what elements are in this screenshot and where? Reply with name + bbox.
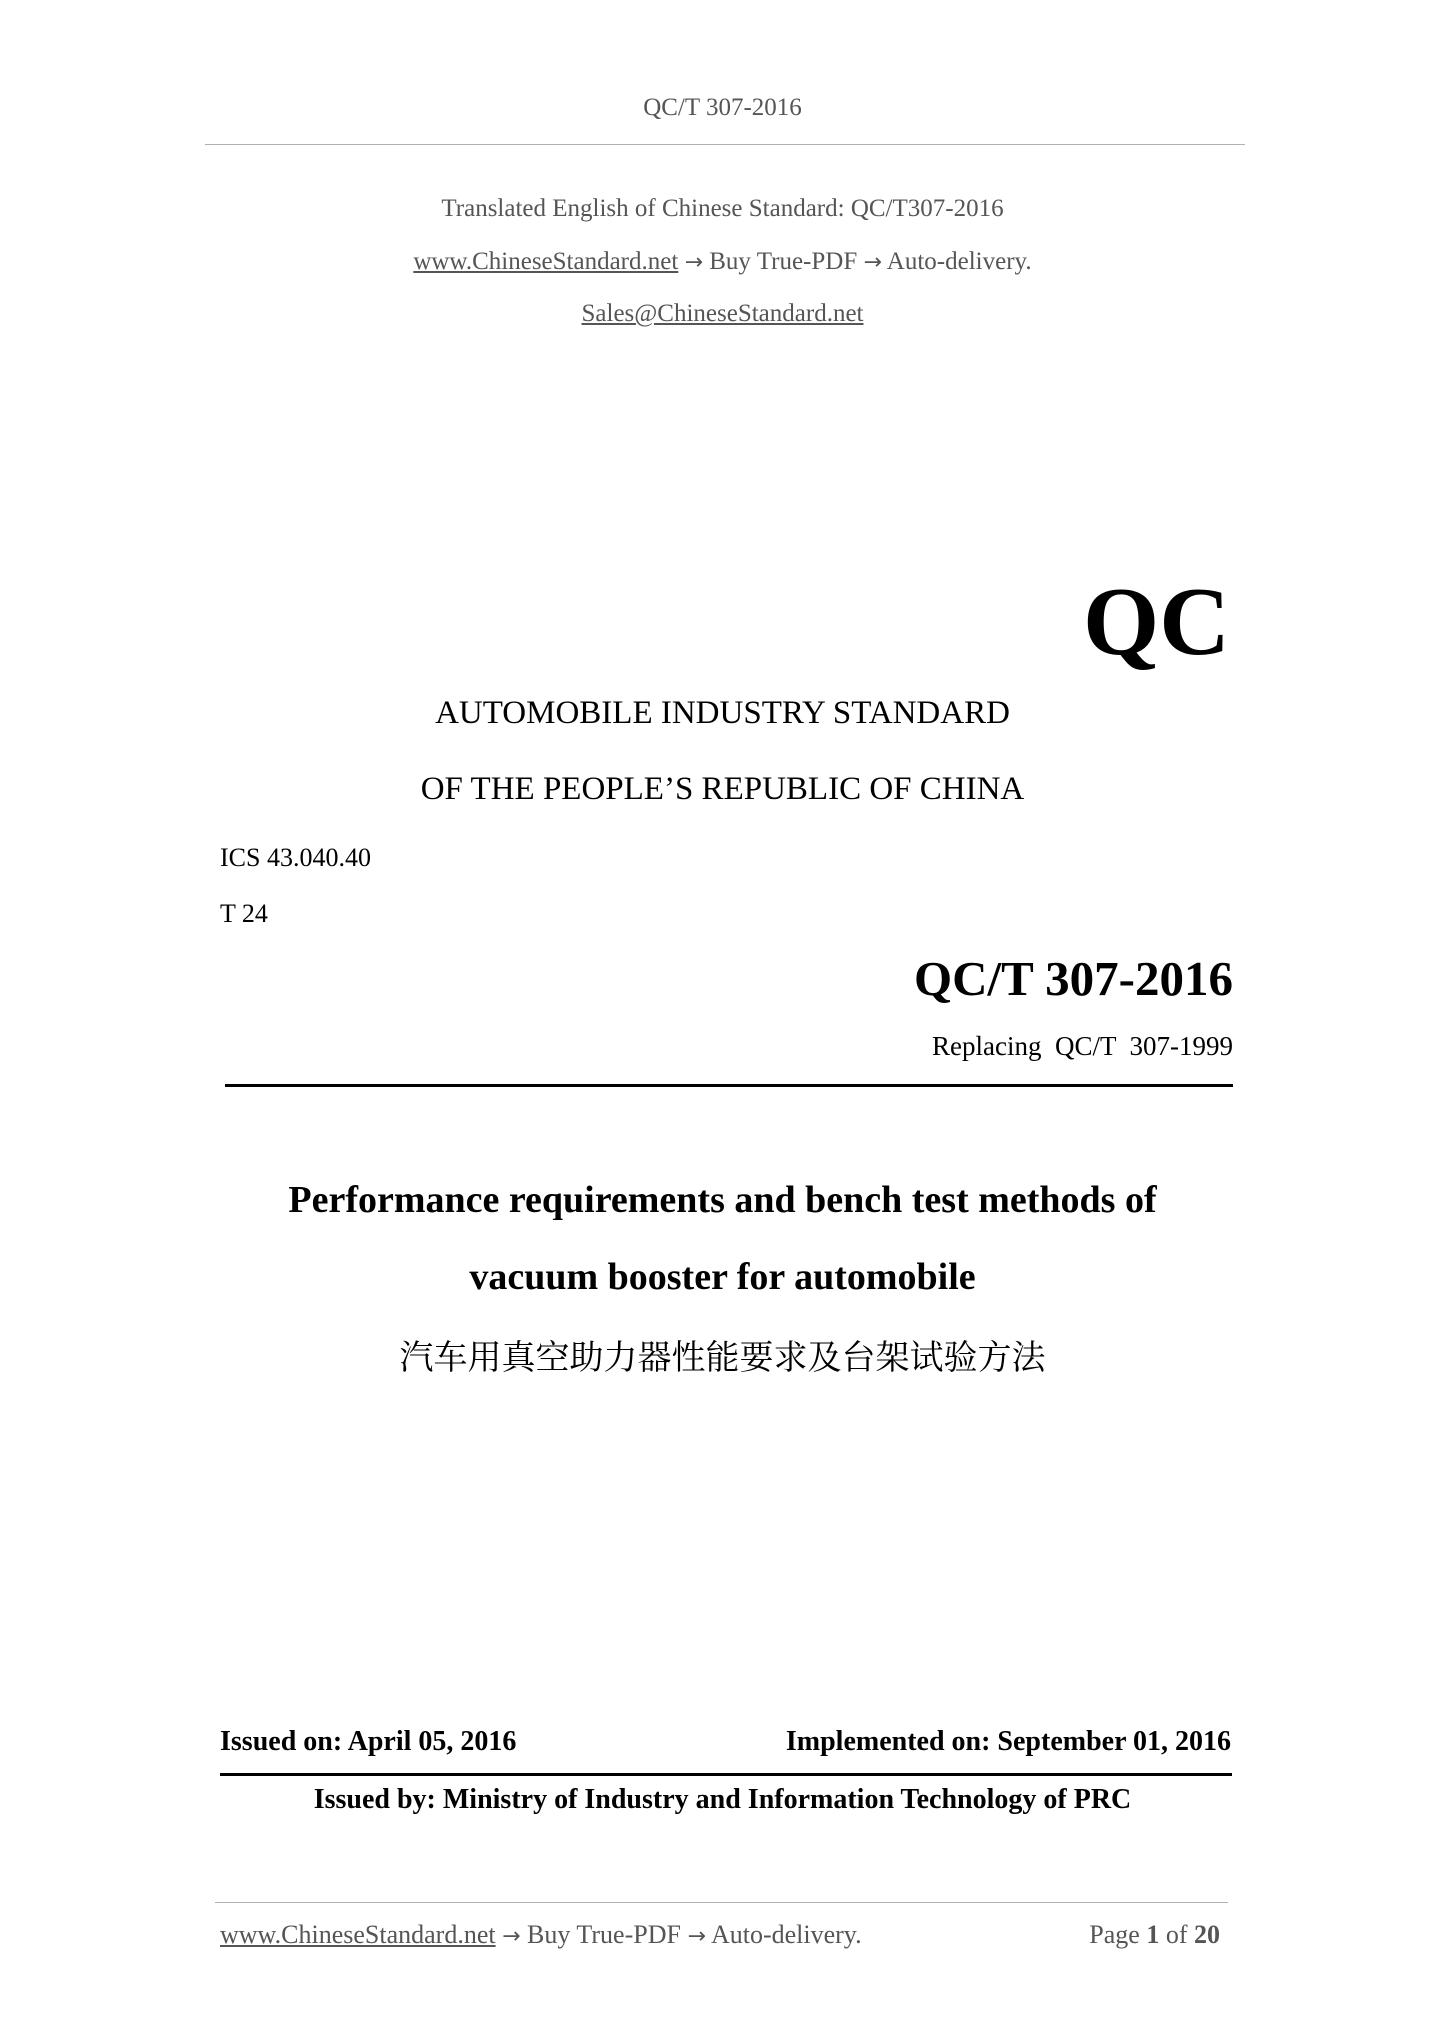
buy-text: Buy True-PDF [709, 248, 858, 275]
footer-website-link[interactable]: www.ChineseStandard.net [220, 1920, 496, 1949]
replacing-note: Replacing QC/T 307-1999 [932, 1031, 1233, 1061]
total-page-count: 20 [1194, 1920, 1220, 1949]
footer-delivery-text: Auto-delivery. [710, 1920, 862, 1949]
issuing-authority: Issued by: Ministry of Industry and Information Technology of PRC [313, 1784, 1132, 1815]
issue-divider [220, 1773, 1232, 1776]
promo-translation-line: Translated English of Chinese Standard: QC/T307-2016 [441, 195, 1004, 222]
ics-code: ICS 43.040.40 [220, 843, 371, 872]
document-title-line1: Performance requirements and bench test methods of [288, 1179, 1157, 1221]
title-divider [225, 1084, 1233, 1087]
qc-logo: QC [1083, 568, 1230, 676]
header-divider [205, 144, 1245, 145]
arrow-right-icon: → [863, 250, 882, 275]
email-link[interactable]: Sales@ChineseStandard.net [581, 300, 864, 327]
standard-type-line2: OF THE PEOPLE’S REPUBLIC OF CHINA [420, 771, 1025, 807]
arrow-right-icon: → [687, 1924, 706, 1949]
page-indicator [1089, 1920, 1220, 1950]
arrow-right-icon: → [684, 250, 703, 275]
page-word: Page [1089, 1920, 1140, 1949]
document-title-chinese: 汽车用真空助力器性能要求及台架试验方法 [399, 1338, 1046, 1378]
website-link[interactable]: www.ChineseStandard.net [413, 248, 679, 275]
implemented-on-date: Implemented on: September 01, 2016 [785, 1726, 1231, 1757]
of-word: of [1165, 1920, 1188, 1949]
running-header: QC/T 307-2016 [643, 94, 802, 121]
arrow-right-icon: → [502, 1924, 521, 1949]
footer-buy-text: Buy True-PDF [527, 1920, 681, 1949]
issued-on-date: Issued on: April 05, 2016 [220, 1726, 517, 1757]
footer-divider [215, 1902, 1228, 1903]
footer-promo [220, 1920, 862, 1950]
current-page-number: 1 [1146, 1920, 1160, 1949]
promo-purchase-line [0, 248, 1445, 276]
document-title-line2: vacuum booster for automobile [469, 1256, 976, 1298]
standard-type-line1: AUTOMOBILE INDUSTRY STANDARD [435, 695, 1010, 731]
classification-code: T 24 [220, 899, 268, 928]
promo-email-line [0, 300, 1445, 328]
delivery-text: Auto-delivery. [886, 248, 1032, 275]
document-number: QC/T 307-2016 [914, 951, 1233, 1006]
